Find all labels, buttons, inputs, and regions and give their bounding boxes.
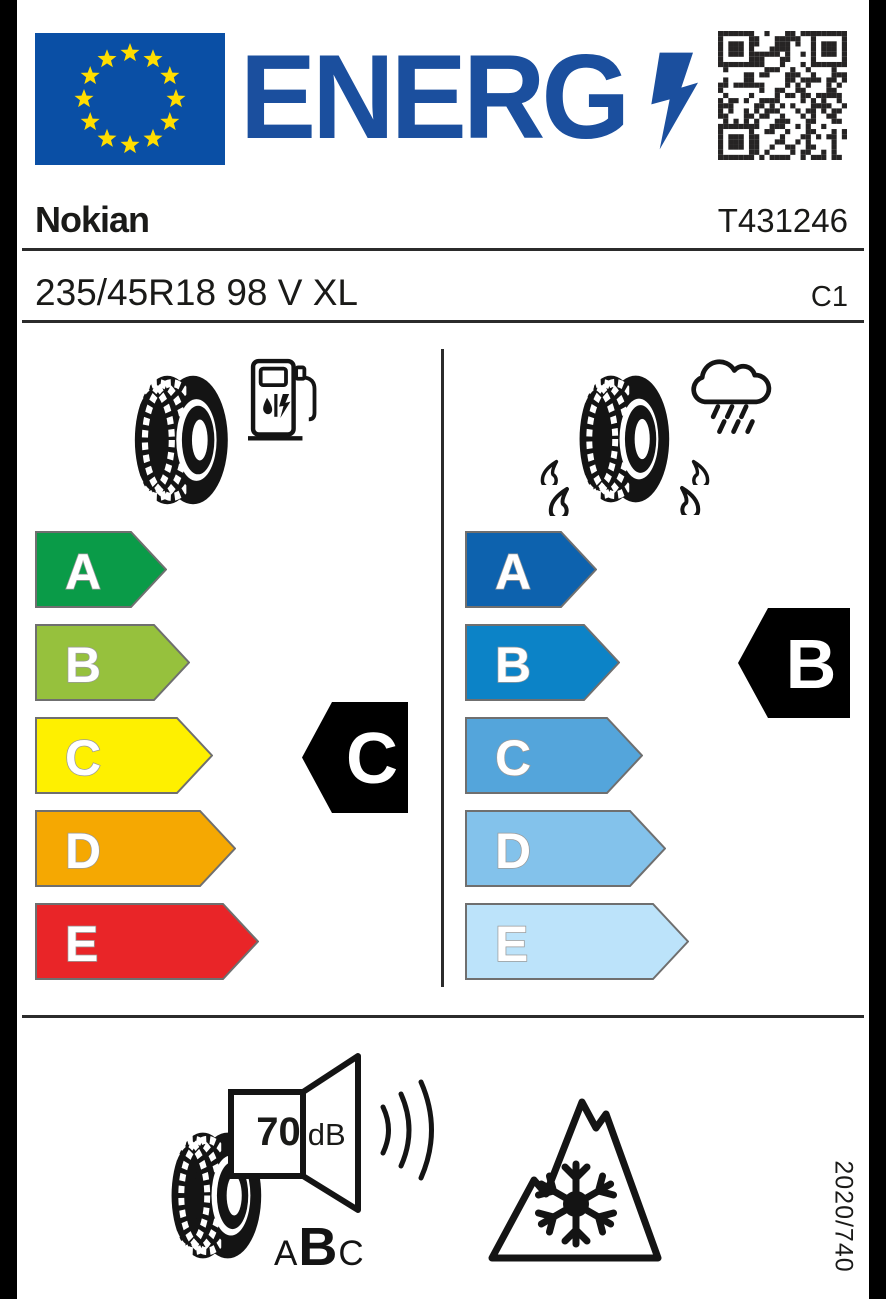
- grade-A-arrow: [465, 531, 597, 608]
- noise-unit: dB: [307, 1117, 346, 1152]
- grade-E-letter: E: [65, 916, 99, 972]
- left-border-bar: [0, 0, 17, 1299]
- grade-E-arrow: [465, 903, 689, 980]
- grade-C-letter: C: [65, 730, 102, 786]
- right-border-bar: [869, 0, 886, 1299]
- qr-code: [718, 31, 847, 160]
- eu-flag: [35, 33, 225, 165]
- energy-logo: [240, 30, 647, 164]
- noise-value: 70: [256, 1110, 301, 1154]
- grade-A-arrow: [35, 531, 167, 608]
- grade-B-letter: B: [65, 637, 102, 693]
- wet-grip-rating: [738, 608, 850, 718]
- divider-line: [22, 320, 864, 323]
- rain-cloud-icon: [681, 350, 783, 438]
- water-splash-icon: [540, 459, 566, 485]
- fuel-efficiency-rating: [302, 702, 408, 813]
- grade-D-letter: D: [495, 823, 532, 879]
- grade-A-letter: A: [65, 544, 102, 600]
- noise-class-a: A: [274, 1234, 298, 1273]
- grade-D-arrow: [35, 810, 236, 887]
- fuel-efficiency-scale: [35, 531, 305, 981]
- noise-class-b-active: B: [298, 1217, 338, 1277]
- lightning-bolt-icon: [648, 47, 698, 155]
- snowflake-mountain-icon: [486, 1092, 664, 1264]
- grade-A-letter: A: [495, 544, 532, 600]
- wet-grip-scale: [465, 531, 735, 981]
- water-splash-icon: [666, 485, 706, 515]
- noise-class-letters: [274, 1216, 364, 1278]
- tire-size: 235/45R18 98 V XL: [35, 272, 358, 313]
- fuel-rating-letter: C: [346, 719, 398, 799]
- grade-D-letter: D: [65, 823, 102, 879]
- tire-icon: [127, 367, 239, 513]
- brand-name: Nokian: [35, 199, 150, 240]
- grade-B-arrow: [35, 624, 190, 701]
- grade-C-arrow: [35, 717, 213, 794]
- tire-class: C1: [810, 281, 848, 313]
- noise-level: [236, 1110, 366, 1155]
- divider-line: [22, 248, 864, 251]
- noise-class-c: C: [338, 1234, 364, 1273]
- grade-B-arrow: [465, 624, 620, 701]
- grade-B-letter: B: [495, 637, 532, 693]
- regulation-number: 2020/740: [829, 1160, 858, 1273]
- divider-line: [22, 1015, 864, 1018]
- grade-E-arrow: [35, 903, 259, 980]
- tire-icon: [572, 367, 680, 511]
- energy-logo-text: ENERG: [240, 30, 627, 164]
- type-identifier: T431246: [717, 202, 848, 239]
- fuel-pump-icon: [248, 350, 324, 450]
- wet-grip-rating-letter: B: [785, 625, 837, 703]
- grade-C-arrow: [465, 717, 643, 794]
- grade-E-letter: E: [495, 916, 529, 972]
- sound-waves-icon: [383, 1082, 432, 1178]
- water-splash-icon: [684, 459, 710, 485]
- vertical-divider: [441, 349, 444, 987]
- water-splash-icon: [544, 486, 582, 516]
- grade-C-letter: C: [495, 730, 532, 786]
- grade-D-arrow: [465, 810, 666, 887]
